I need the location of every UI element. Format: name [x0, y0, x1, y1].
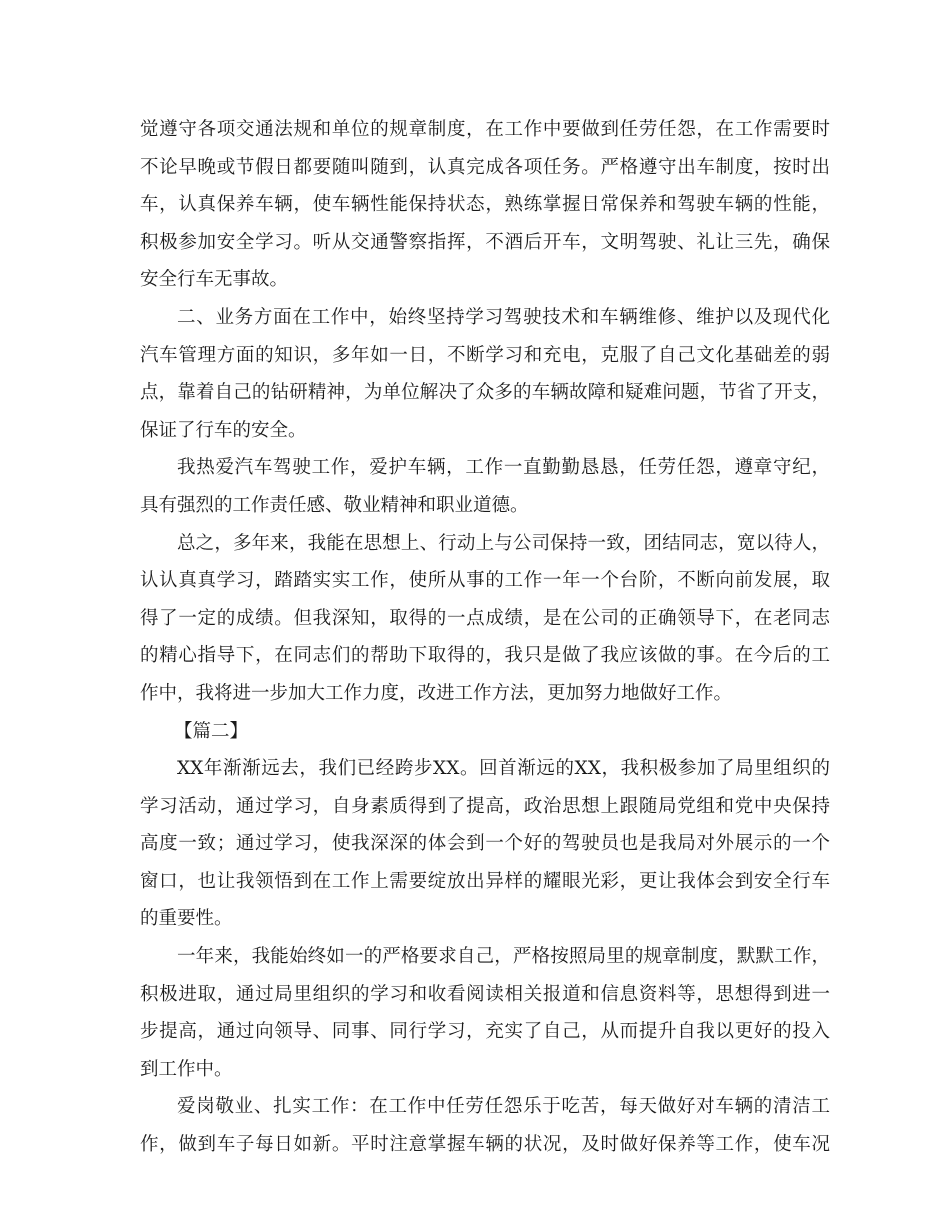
text-line: 具有强烈的工作责任感、敬业精神和职业道德。 — [140, 494, 529, 516]
text-line: 积极参加安全学习。听从交通警察指挥，不酒后开车，文明驾驶、礼让三先，确保 — [140, 231, 830, 253]
text-line: 的精心指导下，在同志们的帮助下取得的，我只是做了我应该做的事。在今后的工 — [140, 645, 830, 667]
section-heading: 【篇二】 — [174, 720, 249, 742]
text-line: 总之，多年来，我能在思想上、行动上与公司保持一致，团结同志，宽以待人， — [177, 532, 830, 554]
text-line: 到工作中。 — [140, 1058, 233, 1080]
text-line: 作，做到车子每日如新。平时注意掌握车辆的状况，及时做好保养等工作，使车况 — [140, 1134, 830, 1156]
text-line: 一年来，我能始终如一的严格要求自己，严格按照局里的规章制度，默默工作， — [177, 946, 830, 968]
text-line: 汽车管理方面的知识，多年如一日，不断学习和充电，克服了自己文化基础差的弱 — [140, 344, 830, 366]
text-line: 的重要性。 — [140, 908, 233, 930]
text-line: 车，认真保养车辆，使车辆性能保持状态，熟练掌握日常保养和驾驶车辆的性能， — [140, 194, 830, 216]
text-line: 点，靠着自己的钻研精神，为单位解决了众多的车辆故障和疑难问题，节省了开支， — [140, 382, 830, 404]
text-line: XX年渐渐远去，我们已经跨步XX。回首渐远的XX，我积极参加了局里组织的 — [177, 758, 830, 780]
text-line: 觉遵守各项交通法规和单位的规章制度，在工作中要做到任劳任怨，在工作需要时 — [140, 119, 830, 140]
text-line: 得了一定的成绩。但我深知，取得的一点成绩，是在公司的正确领导下，在老同志 — [140, 607, 830, 629]
text-line: 窗口，也让我领悟到在工作上需要绽放出异样的耀眼光彩，更让我体会到安全行车 — [140, 870, 830, 892]
text-line: 高度一致；通过学习，使我深深的体会到一个好的驾驶员也是我局对外展示的一个 — [140, 833, 830, 855]
text-line: 认认真真学习，踏踏实实工作，使所从事的工作一年一个台阶，不断向前发展，取 — [140, 570, 830, 592]
text-line: 学习活动，通过学习，自身素质得到了提高，政治思想上跟随局党组和党中央保持 — [140, 795, 830, 817]
text-line: 我热爱汽车驾驶工作，爱护车辆，工作一直勤勤恳恳，任劳任怨，遵章守纪， — [177, 457, 830, 479]
text-line: 安全行车无事故。 — [140, 269, 289, 291]
text-line: 二、业务方面在工作中，始终坚持学习驾驶技术和车辆维修、维护以及现代化 — [177, 306, 830, 328]
text-line: 作中，我将进一步加大工作力度，改进工作方法，更加努力地做好工作。 — [140, 682, 733, 704]
text-line: 保证了行车的安全。 — [140, 419, 307, 441]
text-line: 积极进取，通过局里组织的学习和收看阅读相关报道和信息资料等，思想得到进一 — [140, 983, 830, 1005]
text-line: 爱岗敬业、扎实工作：在工作中任劳任怨乐于吃苦，每天做好对车辆的清洁工 — [177, 1096, 830, 1118]
text-line: 步提高，通过向领导、同事、同行学习，充实了自己，从而提升自我以更好的投入 — [140, 1021, 830, 1043]
document-body — [140, 111, 830, 1164]
text-line: 不论早晚或节假日都要随叫随到，认真完成各项任务。严格遵守出车制度，按时出 — [140, 156, 830, 178]
